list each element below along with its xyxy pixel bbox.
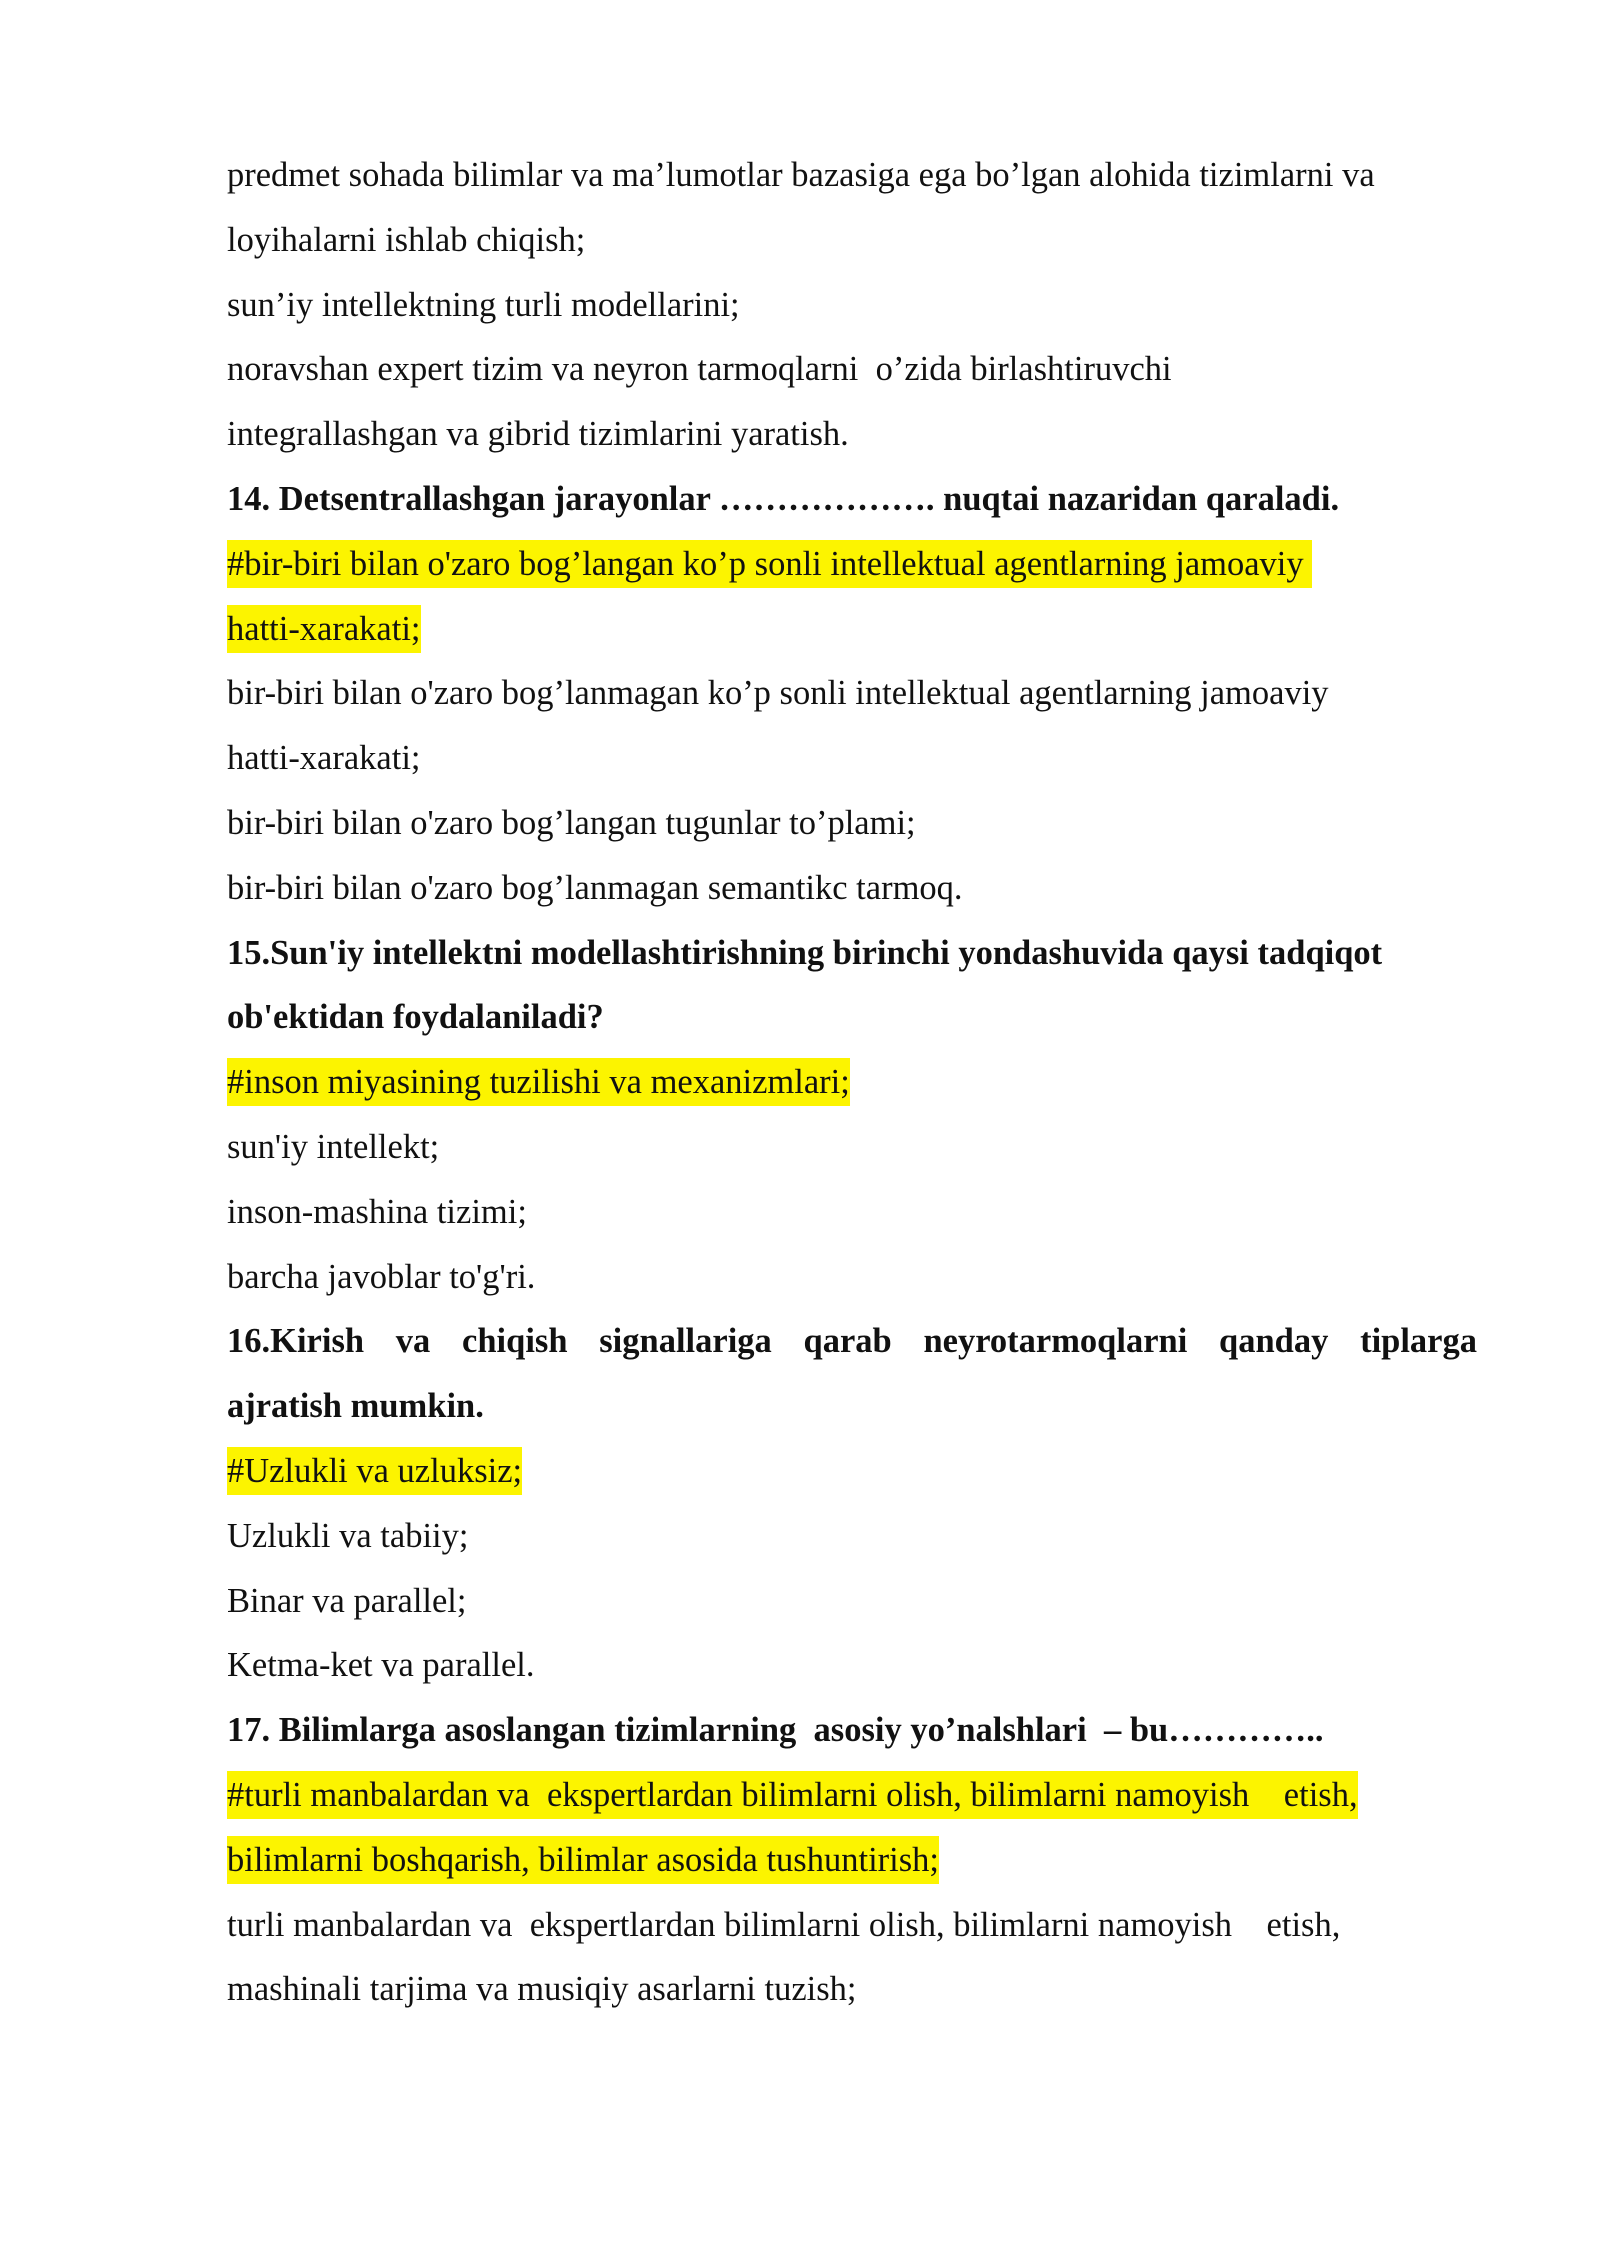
correct-answer: bilimlarni boshqarish, bilimlar asosida tushuntirish; [227,1828,1477,1893]
option-text: sun’iy intellektning turli modellarini; [227,285,740,324]
question-14: 14. Detsentrallashgan jarayonlar ………………. nuqtai nazaridan qaraladi. [227,479,1340,518]
correct-answer: #bir-biri bilan o'zaro bog’langan ko’p sonli intellektual agentlarning jamoaviy [227,532,1477,597]
option-text: noravshan expert tizim va neyron tarmoqlarni o’zida birlashtiruvchi [227,350,1172,389]
option-text: bir-biri bilan o'zaro bog’lanmagan semantikc tarmoq. [227,868,963,907]
option-text: loyihalarni ishlab chiqish; [227,220,586,259]
correct-answer: #Uzlukli va uzluksiz; [227,1439,1477,1504]
option-text: inson-mashina tizimi; [227,1192,527,1231]
option-text: predmet sohada bilimlar va ma’lumotlar bazasiga ega bo’lgan alohida tizimlarni va [227,156,1375,194]
correct-answer: #inson miyasining tuzilishi va mexanizmlari; [227,1050,1477,1115]
option-text: Ketma-ket va parallel. [227,1646,535,1685]
option-text: bir-biri bilan o'zaro bog’lanmagan ko’p sonli intellektual agentlarning jamoaviy [227,674,1329,713]
question-15: 15.Sun'iy intellektni modellashtirishning birinchi yondashuvida qaysi tadqiqot [227,933,1383,972]
question-16: ajratish mumkin. [227,1387,484,1426]
document-page [227,143,1477,2022]
question-16: 16.Kirish va chiqish signallariga qarab neyrotarmoqlarni qanday tiplarga [227,1322,1477,1361]
option-text: sun'iy intellekt; [227,1127,440,1166]
option-text: bir-biri bilan o'zaro bog’langan tugunlar to’plami; [227,803,916,842]
option-text: hatti-xarakati; [227,739,421,778]
question-17: 17. Bilimlarga asoslangan tizimlarning asosiy yo’nalshlari – bu………….. [227,1711,1324,1750]
option-text: turli manbalardan va ekspertlardan bilimlarni olish, bilimlarni namoyish etish, [227,1905,1341,1944]
correct-answer: hatti-xarakati; [227,597,1477,662]
option-text: integrallashgan va gibrid tizimlarini yaratish. [227,415,849,454]
option-text: Uzlukli va tabiiy; [227,1516,469,1555]
option-text: barcha javoblar to'g'ri. [227,1257,536,1296]
correct-answer: #turli manbalardan va ekspertlardan bilimlarni olish, bilimlarni namoyish etish, [227,1763,1477,1828]
option-text: Binar va parallel; [227,1581,467,1620]
question-15: ob'ektidan foydalaniladi? [227,998,604,1037]
option-text: mashinali tarjima va musiqiy asarlarni tuzish; [227,1970,857,2009]
